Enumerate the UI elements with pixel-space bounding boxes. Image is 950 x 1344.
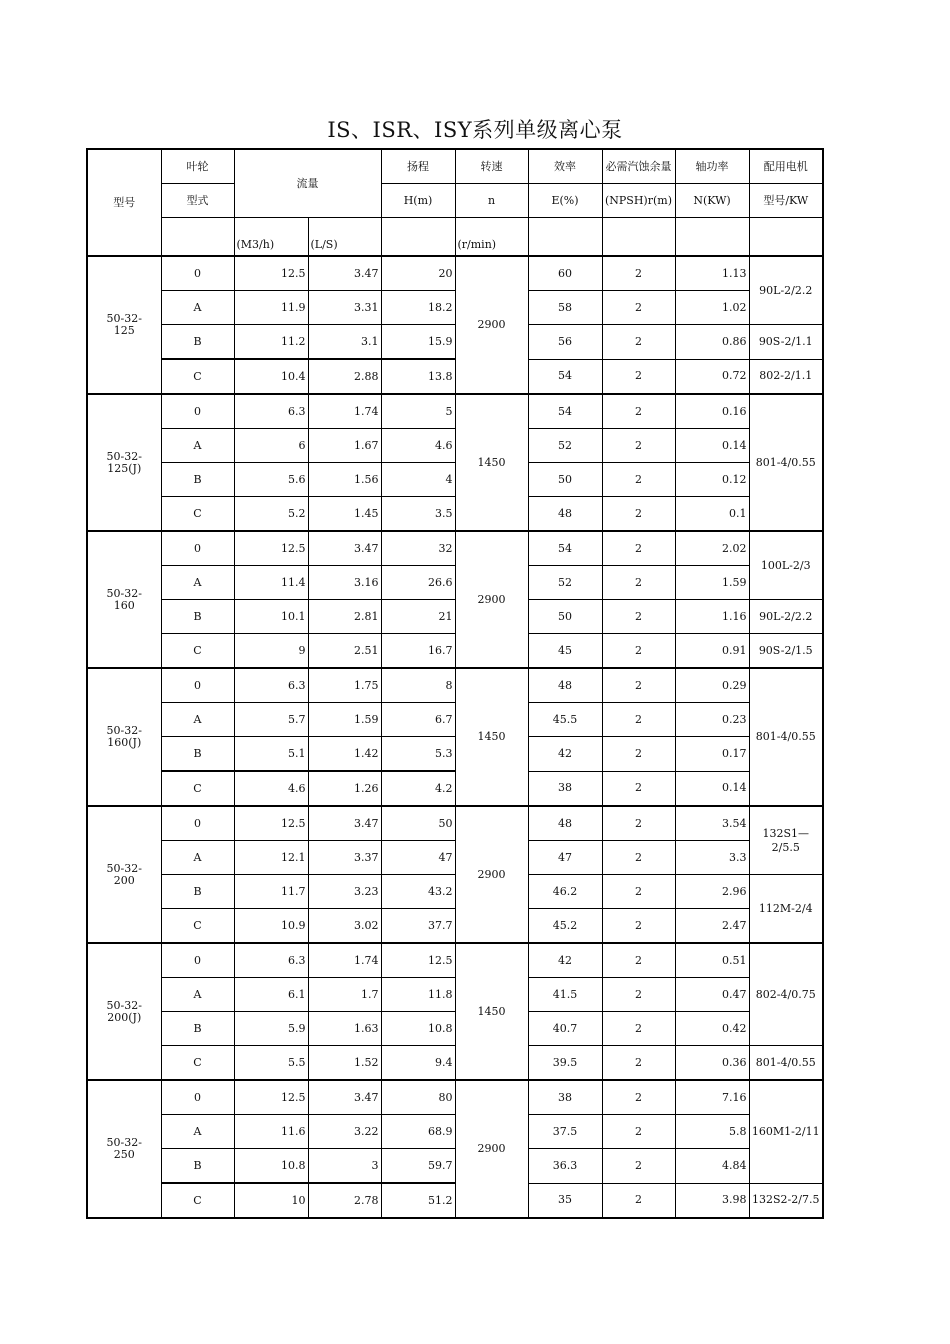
flow-ls-cell: 1.45 bbox=[308, 497, 381, 532]
flow-ls-cell: 1.75 bbox=[308, 668, 381, 703]
flow-m3h-cell: 10 bbox=[234, 1183, 308, 1218]
head-cell: 10.8 bbox=[381, 1012, 455, 1046]
flow-m3h-cell: 12.5 bbox=[234, 531, 308, 566]
speed-cell: 2900 bbox=[455, 256, 528, 394]
flow-m3h-cell: 6.3 bbox=[234, 394, 308, 429]
table-row bbox=[87, 256, 823, 291]
speed-cell: 1450 bbox=[455, 394, 528, 531]
header-empty-cell bbox=[161, 218, 234, 257]
npsh-cell: 2 bbox=[602, 1080, 675, 1115]
shaft-power-cell: 0.86 bbox=[675, 325, 749, 360]
npsh-cell: 2 bbox=[602, 359, 675, 394]
header-head-bottom: H(m) bbox=[381, 184, 455, 218]
efficiency-cell: 52 bbox=[528, 566, 602, 600]
head-cell: 43.2 bbox=[381, 875, 455, 909]
motor-cell: 801-4/0.55 bbox=[749, 668, 823, 806]
shaft-power-cell: 0.16 bbox=[675, 394, 749, 429]
flow-m3h-cell: 10.9 bbox=[234, 909, 308, 944]
efficiency-cell: 46.2 bbox=[528, 875, 602, 909]
header-power-bottom: N(KW) bbox=[675, 184, 749, 218]
header-speed-unit: (r/min) bbox=[455, 218, 528, 257]
efficiency-cell: 36.3 bbox=[528, 1149, 602, 1184]
impeller-type-cell: C bbox=[161, 497, 234, 532]
flow-ls-cell: 3.47 bbox=[308, 531, 381, 566]
flow-m3h-cell: 5.9 bbox=[234, 1012, 308, 1046]
impeller-type-cell: 0 bbox=[161, 394, 234, 429]
header-empty-cell bbox=[381, 218, 455, 257]
shaft-power-cell: 3.98 bbox=[675, 1183, 749, 1218]
efficiency-cell: 48 bbox=[528, 668, 602, 703]
header-speed-top: 转速 bbox=[455, 149, 528, 184]
npsh-cell: 2 bbox=[602, 943, 675, 978]
model-cell: 50-32-250 bbox=[87, 1080, 161, 1218]
motor-cell: 90L-2/2.2 bbox=[749, 256, 823, 325]
motor-cell: 90S-2/1.1 bbox=[749, 325, 823, 360]
speed-cell: 1450 bbox=[455, 943, 528, 1080]
head-cell: 4.2 bbox=[381, 771, 455, 806]
header-empty-cell bbox=[602, 218, 675, 257]
shaft-power-cell: 0.14 bbox=[675, 429, 749, 463]
motor-cell: 90S-2/1.5 bbox=[749, 634, 823, 669]
motor-cell: 160M1-2/11 bbox=[749, 1080, 823, 1183]
shaft-power-cell: 3.3 bbox=[675, 841, 749, 875]
shaft-power-cell: 5.8 bbox=[675, 1115, 749, 1149]
impeller-type-cell: A bbox=[161, 291, 234, 325]
flow-m3h-cell: 11.7 bbox=[234, 875, 308, 909]
impeller-type-cell: 0 bbox=[161, 668, 234, 703]
header-impeller-top: 叶轮 bbox=[161, 149, 234, 184]
flow-m3h-cell: 10.4 bbox=[234, 359, 308, 394]
npsh-cell: 2 bbox=[602, 1012, 675, 1046]
head-cell: 11.8 bbox=[381, 978, 455, 1012]
shaft-power-cell: 0.29 bbox=[675, 668, 749, 703]
efficiency-cell: 54 bbox=[528, 359, 602, 394]
head-cell: 50 bbox=[381, 806, 455, 841]
flow-ls-cell: 3.47 bbox=[308, 1080, 381, 1115]
flow-ls-cell: 3 bbox=[308, 1149, 381, 1184]
impeller-type-cell: 0 bbox=[161, 1080, 234, 1115]
npsh-cell: 2 bbox=[602, 841, 675, 875]
flow-ls-cell: 2.81 bbox=[308, 600, 381, 634]
impeller-type-cell: C bbox=[161, 771, 234, 806]
efficiency-cell: 60 bbox=[528, 256, 602, 291]
npsh-cell: 2 bbox=[602, 909, 675, 944]
header-npsh-bottom: (NPSH)r(m) bbox=[602, 184, 675, 218]
head-cell: 15.9 bbox=[381, 325, 455, 360]
header-empty-cell bbox=[675, 218, 749, 257]
shaft-power-cell: 2.47 bbox=[675, 909, 749, 944]
table-row bbox=[87, 1080, 823, 1115]
impeller-type-cell: 0 bbox=[161, 256, 234, 291]
flow-m3h-cell: 9 bbox=[234, 634, 308, 669]
header-motor-bottom: 型号/KW bbox=[749, 184, 823, 218]
npsh-cell: 2 bbox=[602, 256, 675, 291]
table-row bbox=[87, 668, 823, 703]
pump-spec-table bbox=[86, 148, 824, 1219]
table-row bbox=[87, 531, 823, 566]
head-cell: 32 bbox=[381, 531, 455, 566]
flow-m3h-cell: 5.5 bbox=[234, 1046, 308, 1081]
speed-cell: 2900 bbox=[455, 1080, 528, 1218]
flow-m3h-cell: 11.9 bbox=[234, 291, 308, 325]
motor-cell: 90L-2/2.2 bbox=[749, 600, 823, 634]
flow-ls-cell: 1.59 bbox=[308, 703, 381, 737]
shaft-power-cell: 0.36 bbox=[675, 1046, 749, 1081]
header-eff-top: 效率 bbox=[528, 149, 602, 184]
flow-ls-cell: 3.47 bbox=[308, 806, 381, 841]
flow-m3h-cell: 5.6 bbox=[234, 463, 308, 497]
shaft-power-cell: 0.17 bbox=[675, 737, 749, 772]
efficiency-cell: 38 bbox=[528, 1080, 602, 1115]
npsh-cell: 2 bbox=[602, 325, 675, 360]
head-cell: 6.7 bbox=[381, 703, 455, 737]
efficiency-cell: 42 bbox=[528, 737, 602, 772]
efficiency-cell: 58 bbox=[528, 291, 602, 325]
flow-ls-cell: 2.78 bbox=[308, 1183, 381, 1218]
model-cell: 50-32-160(J) bbox=[87, 668, 161, 806]
model-cell: 50-32-125 bbox=[87, 256, 161, 394]
impeller-type-cell: 0 bbox=[161, 531, 234, 566]
head-cell: 5.3 bbox=[381, 737, 455, 772]
flow-ls-cell: 3.23 bbox=[308, 875, 381, 909]
impeller-type-cell: B bbox=[161, 463, 234, 497]
header-eff-bottom: E(%) bbox=[528, 184, 602, 218]
flow-ls-cell: 3.47 bbox=[308, 256, 381, 291]
impeller-type-cell: 0 bbox=[161, 943, 234, 978]
shaft-power-cell: 0.51 bbox=[675, 943, 749, 978]
motor-cell: 132S1—2/5.5 bbox=[749, 806, 823, 875]
head-cell: 37.7 bbox=[381, 909, 455, 944]
shaft-power-cell: 0.14 bbox=[675, 771, 749, 806]
impeller-type-cell: B bbox=[161, 737, 234, 772]
header-motor-top: 配用电机 bbox=[749, 149, 823, 184]
npsh-cell: 2 bbox=[602, 1183, 675, 1218]
head-cell: 21 bbox=[381, 600, 455, 634]
flow-ls-cell: 1.52 bbox=[308, 1046, 381, 1081]
model-cell: 50-32-200 bbox=[87, 806, 161, 943]
flow-ls-cell: 3.31 bbox=[308, 291, 381, 325]
impeller-type-cell: A bbox=[161, 566, 234, 600]
flow-ls-cell: 3.16 bbox=[308, 566, 381, 600]
efficiency-cell: 50 bbox=[528, 600, 602, 634]
impeller-type-cell: C bbox=[161, 909, 234, 944]
impeller-type-cell: 0 bbox=[161, 806, 234, 841]
flow-m3h-cell: 5.7 bbox=[234, 703, 308, 737]
head-cell: 80 bbox=[381, 1080, 455, 1115]
header-flow-unit-m3h: (M3/h) bbox=[234, 218, 308, 257]
motor-cell: 801-4/0.55 bbox=[749, 394, 823, 531]
shaft-power-cell: 0.42 bbox=[675, 1012, 749, 1046]
shaft-power-cell: 0.23 bbox=[675, 703, 749, 737]
head-cell: 20 bbox=[381, 256, 455, 291]
shaft-power-cell: 0.12 bbox=[675, 463, 749, 497]
head-cell: 9.4 bbox=[381, 1046, 455, 1081]
flow-ls-cell: 1.74 bbox=[308, 394, 381, 429]
flow-m3h-cell: 6 bbox=[234, 429, 308, 463]
header-model: 型号 bbox=[87, 149, 161, 256]
npsh-cell: 2 bbox=[602, 291, 675, 325]
npsh-cell: 2 bbox=[602, 600, 675, 634]
npsh-cell: 2 bbox=[602, 394, 675, 429]
npsh-cell: 2 bbox=[602, 1149, 675, 1184]
head-cell: 68.9 bbox=[381, 1115, 455, 1149]
head-cell: 3.5 bbox=[381, 497, 455, 532]
head-cell: 13.8 bbox=[381, 359, 455, 394]
shaft-power-cell: 0.91 bbox=[675, 634, 749, 669]
motor-cell: 112M-2/4 bbox=[749, 875, 823, 944]
impeller-type-cell: B bbox=[161, 325, 234, 360]
npsh-cell: 2 bbox=[602, 497, 675, 532]
flow-m3h-cell: 6.1 bbox=[234, 978, 308, 1012]
npsh-cell: 2 bbox=[602, 531, 675, 566]
head-cell: 4.6 bbox=[381, 429, 455, 463]
flow-m3h-cell: 10.1 bbox=[234, 600, 308, 634]
flow-m3h-cell: 12.5 bbox=[234, 1080, 308, 1115]
flow-m3h-cell: 6.3 bbox=[234, 943, 308, 978]
npsh-cell: 2 bbox=[602, 1046, 675, 1081]
efficiency-cell: 39.5 bbox=[528, 1046, 602, 1081]
head-cell: 8 bbox=[381, 668, 455, 703]
flow-ls-cell: 1.74 bbox=[308, 943, 381, 978]
flow-m3h-cell: 10.8 bbox=[234, 1149, 308, 1184]
shaft-power-cell: 1.02 bbox=[675, 291, 749, 325]
table-row bbox=[87, 943, 823, 978]
npsh-cell: 2 bbox=[602, 771, 675, 806]
efficiency-cell: 38 bbox=[528, 771, 602, 806]
flow-ls-cell: 1.63 bbox=[308, 1012, 381, 1046]
shaft-power-cell: 7.16 bbox=[675, 1080, 749, 1115]
impeller-type-cell: C bbox=[161, 634, 234, 669]
npsh-cell: 2 bbox=[602, 737, 675, 772]
flow-ls-cell: 1.7 bbox=[308, 978, 381, 1012]
table-row bbox=[87, 806, 823, 841]
motor-cell: 801-4/0.55 bbox=[749, 1046, 823, 1081]
head-cell: 5 bbox=[381, 394, 455, 429]
npsh-cell: 2 bbox=[602, 875, 675, 909]
page-title: IS、ISR、ISY系列单级离心泵 bbox=[327, 118, 623, 142]
head-cell: 26.6 bbox=[381, 566, 455, 600]
efficiency-cell: 50 bbox=[528, 463, 602, 497]
impeller-type-cell: B bbox=[161, 600, 234, 634]
flow-ls-cell: 3.22 bbox=[308, 1115, 381, 1149]
npsh-cell: 2 bbox=[602, 703, 675, 737]
flow-m3h-cell: 11.4 bbox=[234, 566, 308, 600]
flow-m3h-cell: 11.6 bbox=[234, 1115, 308, 1149]
motor-cell: 100L-2/3 bbox=[749, 531, 823, 600]
header-flow-unit-ls: (L/S) bbox=[308, 218, 381, 257]
model-cell: 50-32-125(J) bbox=[87, 394, 161, 531]
npsh-cell: 2 bbox=[602, 566, 675, 600]
flow-ls-cell: 2.88 bbox=[308, 359, 381, 394]
efficiency-cell: 42 bbox=[528, 943, 602, 978]
head-cell: 18.2 bbox=[381, 291, 455, 325]
shaft-power-cell: 0.72 bbox=[675, 359, 749, 394]
shaft-power-cell: 3.54 bbox=[675, 806, 749, 841]
efficiency-cell: 45.2 bbox=[528, 909, 602, 944]
flow-m3h-cell: 6.3 bbox=[234, 668, 308, 703]
header-impeller-bottom: 型式 bbox=[161, 184, 234, 218]
npsh-cell: 2 bbox=[602, 1115, 675, 1149]
efficiency-cell: 48 bbox=[528, 806, 602, 841]
head-cell: 12.5 bbox=[381, 943, 455, 978]
head-cell: 51.2 bbox=[381, 1183, 455, 1218]
shaft-power-cell: 2.02 bbox=[675, 531, 749, 566]
efficiency-cell: 54 bbox=[528, 394, 602, 429]
efficiency-cell: 35 bbox=[528, 1183, 602, 1218]
model-cell: 50-32-200(J) bbox=[87, 943, 161, 1080]
shaft-power-cell: 2.96 bbox=[675, 875, 749, 909]
shaft-power-cell: 4.84 bbox=[675, 1149, 749, 1184]
flow-ls-cell: 1.56 bbox=[308, 463, 381, 497]
efficiency-cell: 41.5 bbox=[528, 978, 602, 1012]
impeller-type-cell: B bbox=[161, 1149, 234, 1184]
flow-ls-cell: 1.42 bbox=[308, 737, 381, 772]
shaft-power-cell: 1.16 bbox=[675, 600, 749, 634]
flow-ls-cell: 3.02 bbox=[308, 909, 381, 944]
flow-m3h-cell: 12.5 bbox=[234, 256, 308, 291]
efficiency-cell: 52 bbox=[528, 429, 602, 463]
impeller-type-cell: B bbox=[161, 875, 234, 909]
npsh-cell: 2 bbox=[602, 429, 675, 463]
impeller-type-cell: A bbox=[161, 429, 234, 463]
efficiency-cell: 37.5 bbox=[528, 1115, 602, 1149]
efficiency-cell: 45 bbox=[528, 634, 602, 669]
speed-cell: 2900 bbox=[455, 806, 528, 943]
speed-cell: 1450 bbox=[455, 668, 528, 806]
shaft-power-cell: 0.1 bbox=[675, 497, 749, 532]
header-head-top: 扬程 bbox=[381, 149, 455, 184]
flow-ls-cell: 1.26 bbox=[308, 771, 381, 806]
efficiency-cell: 54 bbox=[528, 531, 602, 566]
impeller-type-cell: B bbox=[161, 1012, 234, 1046]
flow-ls-cell: 3.37 bbox=[308, 841, 381, 875]
table-row bbox=[87, 394, 823, 429]
header-speed-bottom: n bbox=[455, 184, 528, 218]
flow-m3h-cell: 12.1 bbox=[234, 841, 308, 875]
shaft-power-cell: 1.59 bbox=[675, 566, 749, 600]
impeller-type-cell: A bbox=[161, 1115, 234, 1149]
impeller-type-cell: A bbox=[161, 703, 234, 737]
npsh-cell: 2 bbox=[602, 668, 675, 703]
impeller-type-cell: C bbox=[161, 359, 234, 394]
header-power-top: 轴功率 bbox=[675, 149, 749, 184]
head-cell: 59.7 bbox=[381, 1149, 455, 1184]
npsh-cell: 2 bbox=[602, 463, 675, 497]
flow-ls-cell: 1.67 bbox=[308, 429, 381, 463]
efficiency-cell: 56 bbox=[528, 325, 602, 360]
efficiency-cell: 40.7 bbox=[528, 1012, 602, 1046]
impeller-type-cell: C bbox=[161, 1183, 234, 1218]
header-npsh-top: 必需汽蚀余量 bbox=[602, 149, 675, 184]
header-empty-cell bbox=[749, 218, 823, 257]
head-cell: 47 bbox=[381, 841, 455, 875]
flow-m3h-cell: 11.2 bbox=[234, 325, 308, 360]
flow-m3h-cell: 5.1 bbox=[234, 737, 308, 772]
impeller-type-cell: A bbox=[161, 978, 234, 1012]
impeller-type-cell: C bbox=[161, 1046, 234, 1081]
npsh-cell: 2 bbox=[602, 806, 675, 841]
shaft-power-cell: 0.47 bbox=[675, 978, 749, 1012]
efficiency-cell: 47 bbox=[528, 841, 602, 875]
speed-cell: 2900 bbox=[455, 531, 528, 668]
flow-ls-cell: 3.1 bbox=[308, 325, 381, 360]
motor-cell: 802-4/0.75 bbox=[749, 943, 823, 1046]
head-cell: 16.7 bbox=[381, 634, 455, 669]
shaft-power-cell: 1.13 bbox=[675, 256, 749, 291]
head-cell: 4 bbox=[381, 463, 455, 497]
motor-cell: 132S2-2/7.5 bbox=[749, 1183, 823, 1218]
impeller-type-cell: A bbox=[161, 841, 234, 875]
efficiency-cell: 48 bbox=[528, 497, 602, 532]
npsh-cell: 2 bbox=[602, 634, 675, 669]
flow-m3h-cell: 4.6 bbox=[234, 771, 308, 806]
flow-m3h-cell: 5.2 bbox=[234, 497, 308, 532]
header-empty-cell bbox=[528, 218, 602, 257]
flow-ls-cell: 2.51 bbox=[308, 634, 381, 669]
npsh-cell: 2 bbox=[602, 978, 675, 1012]
flow-m3h-cell: 12.5 bbox=[234, 806, 308, 841]
header-flow: 流量 bbox=[234, 149, 381, 218]
efficiency-cell: 45.5 bbox=[528, 703, 602, 737]
motor-cell: 802-2/1.1 bbox=[749, 359, 823, 394]
model-cell: 50-32-160 bbox=[87, 531, 161, 668]
